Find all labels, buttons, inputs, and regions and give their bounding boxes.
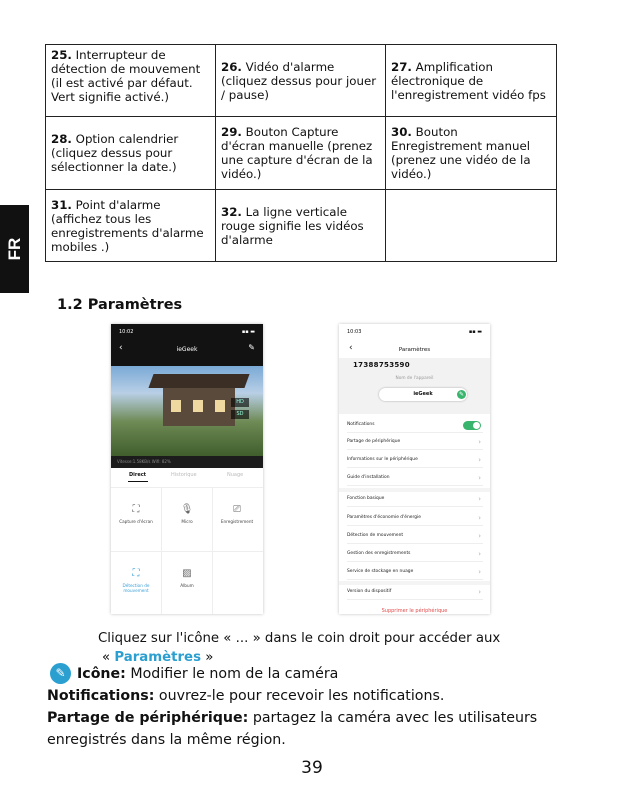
settings-row: Détection de mouvement › — [347, 529, 483, 544]
chevron-right-icon: › — [478, 532, 481, 540]
legend-cell-29 — [216, 117, 386, 190]
legend-text: Amplification électronique de l'enregistrement vidéo fps — [391, 59, 546, 102]
settings-row: Version du dispositif › — [347, 585, 483, 600]
device-serial: 17388753590 — [353, 361, 410, 369]
caption-line: « Paramètres » — [102, 650, 214, 665]
tab-history: Historique — [171, 472, 197, 478]
phone-screenshot-live — [111, 324, 263, 614]
icon-description: Icône: Modifier le nom de la caméra — [77, 666, 339, 682]
pencil-icon: ✎ — [458, 391, 465, 398]
phone-screenshot-settings — [339, 324, 490, 614]
legend-cell-28 — [46, 117, 216, 190]
settings-row: Informations sur le périphérique › — [347, 453, 483, 468]
window-shape — [215, 400, 225, 412]
legend-text: Bouton Enregistrement manuel (prenez une vidéo de la vidéo.) — [391, 125, 531, 181]
pencil-icon: ✎ — [50, 663, 71, 684]
battery-icon: ▪▪ ▬ — [241, 329, 255, 335]
legend-table — [45, 44, 557, 262]
settings-row: Guide d'installation › — [347, 471, 483, 486]
settings-link: Paramètres — [114, 650, 201, 665]
house-image — [163, 388, 235, 426]
tab-indicator — [128, 481, 148, 482]
legend-number: 32. — [221, 204, 242, 219]
settings-row: Fonction basique › — [347, 492, 483, 507]
record-feature: ⎚ Enregistrement — [212, 504, 262, 524]
stream-info: Vitesse:1.58KB/s Wifi: 82% — [111, 456, 263, 468]
settings-header — [339, 324, 490, 360]
chevron-right-icon: › — [478, 438, 481, 446]
tab-live: Direct — [129, 472, 147, 478]
sharing-description-cont: enregistrés dans la même région. — [47, 732, 286, 748]
tab-cloud: Nuage — [227, 472, 244, 478]
legend-cell-27 — [386, 45, 557, 117]
legend-number: 27. — [391, 59, 412, 74]
chevron-right-icon: › — [478, 588, 481, 596]
album-feature: ▨ Album — [162, 568, 212, 588]
edit-icon: ✎ — [248, 343, 255, 352]
device-name-label: Nom de l'appareil — [395, 376, 434, 381]
legend-number: 31. — [51, 197, 72, 212]
legend-cell-empty — [386, 190, 557, 262]
settings-row: Gestion des enregistrements › — [347, 547, 483, 562]
video-preview — [111, 366, 263, 456]
chevron-right-icon: › — [478, 550, 481, 558]
status-time: 10:02 — [119, 329, 134, 335]
settings-row: Partage de périphérique › — [347, 435, 483, 450]
album-icon: ▨ — [182, 568, 192, 579]
settings-row: Service de stockage en nuage › — [347, 565, 483, 580]
camera-title: ieGeek — [176, 346, 198, 353]
section-title: 1.2 Paramètres — [57, 297, 183, 313]
legend-number: 25. — [51, 48, 72, 62]
legend-text: La ligne verticale rouge signifie les vidéos d'alarme — [221, 204, 364, 247]
legend-number: 29. — [221, 125, 242, 139]
motion-icon: ⛶ — [132, 568, 140, 579]
back-icon: ‹ — [119, 343, 123, 353]
notifications-toggle — [463, 421, 481, 430]
legend-cell-31 — [46, 190, 216, 262]
screenshot-feature: ⛶ Capture d'écran — [111, 504, 161, 524]
record-icon: ⎚ — [233, 504, 241, 515]
mic-feature: 🎙 Micro — [162, 504, 212, 524]
language-label: FR — [4, 237, 24, 261]
microphone-icon: 🎙 — [180, 504, 194, 515]
legend-cell-25 — [46, 45, 216, 117]
legend-text: Option calendrier (cliquez dessus pour sélectionner la date.) — [51, 132, 179, 174]
screenshot-icon: ⛶ — [132, 504, 140, 515]
legend-cell-30 — [386, 117, 557, 190]
legend-number: 30. — [391, 125, 412, 139]
window-shape — [193, 400, 203, 412]
sharing-description: Partage de périphérique: partagez la caméra avec les utilisateurs — [47, 710, 538, 726]
page-number: 39 — [301, 758, 323, 778]
chevron-right-icon: › — [478, 495, 481, 503]
motion-feature: ⛶ Détection de mouvement — [111, 568, 161, 593]
settings-title: Paramètres — [398, 347, 431, 353]
chevron-right-icon: › — [478, 514, 481, 522]
settings-row-notifications: Notifications — [347, 418, 483, 433]
chevron-right-icon: › — [478, 568, 481, 576]
legend-text: Interrupteur de détection de mouvement (il est activé par défaut. Vert signifie activé.) — [51, 48, 201, 104]
caption-line: Cliquez sur l'icône « ... » dans le coin droit pour accéder aux — [98, 631, 501, 646]
status-time: 10:03 — [347, 329, 362, 335]
chevron-right-icon: › — [478, 456, 481, 464]
legend-text: Bouton Capture d'écran manuelle (prenez une capture d'écran de la vidéo.) — [221, 125, 373, 181]
legend-text: Vidéo d'alarme (cliquez dessus pour jouer / pause) — [221, 59, 377, 102]
grid-divider — [111, 551, 263, 552]
delete-device-link: Supprimer le périphérique — [381, 608, 448, 614]
notifications-description: Notifications: ouvrez-le pour recevoir les notifications. — [47, 688, 445, 704]
grid-divider — [111, 487, 263, 488]
legend-number: 28. — [51, 132, 72, 146]
back-icon: ‹ — [349, 343, 353, 353]
hd-badge: HD — [231, 398, 249, 407]
sd-badge: SD — [231, 410, 249, 419]
device-name-field: ieGeek — [379, 388, 467, 401]
legend-cell-26 — [216, 45, 386, 117]
caption — [98, 629, 500, 667]
legend-text: Point d'alarme (affichez tous les enregistrements d'alarme mobiles .) — [51, 197, 204, 254]
language-tab — [0, 205, 29, 293]
chevron-right-icon: › — [478, 474, 481, 482]
battery-icon: ▪▪ ▬ — [468, 329, 482, 335]
live-header — [111, 324, 263, 366]
window-shape — [171, 400, 181, 412]
legend-cell-32 — [216, 190, 386, 262]
settings-row: Paramètres d'économie d'énergie › — [347, 511, 483, 526]
legend-number: 26. — [221, 59, 242, 74]
